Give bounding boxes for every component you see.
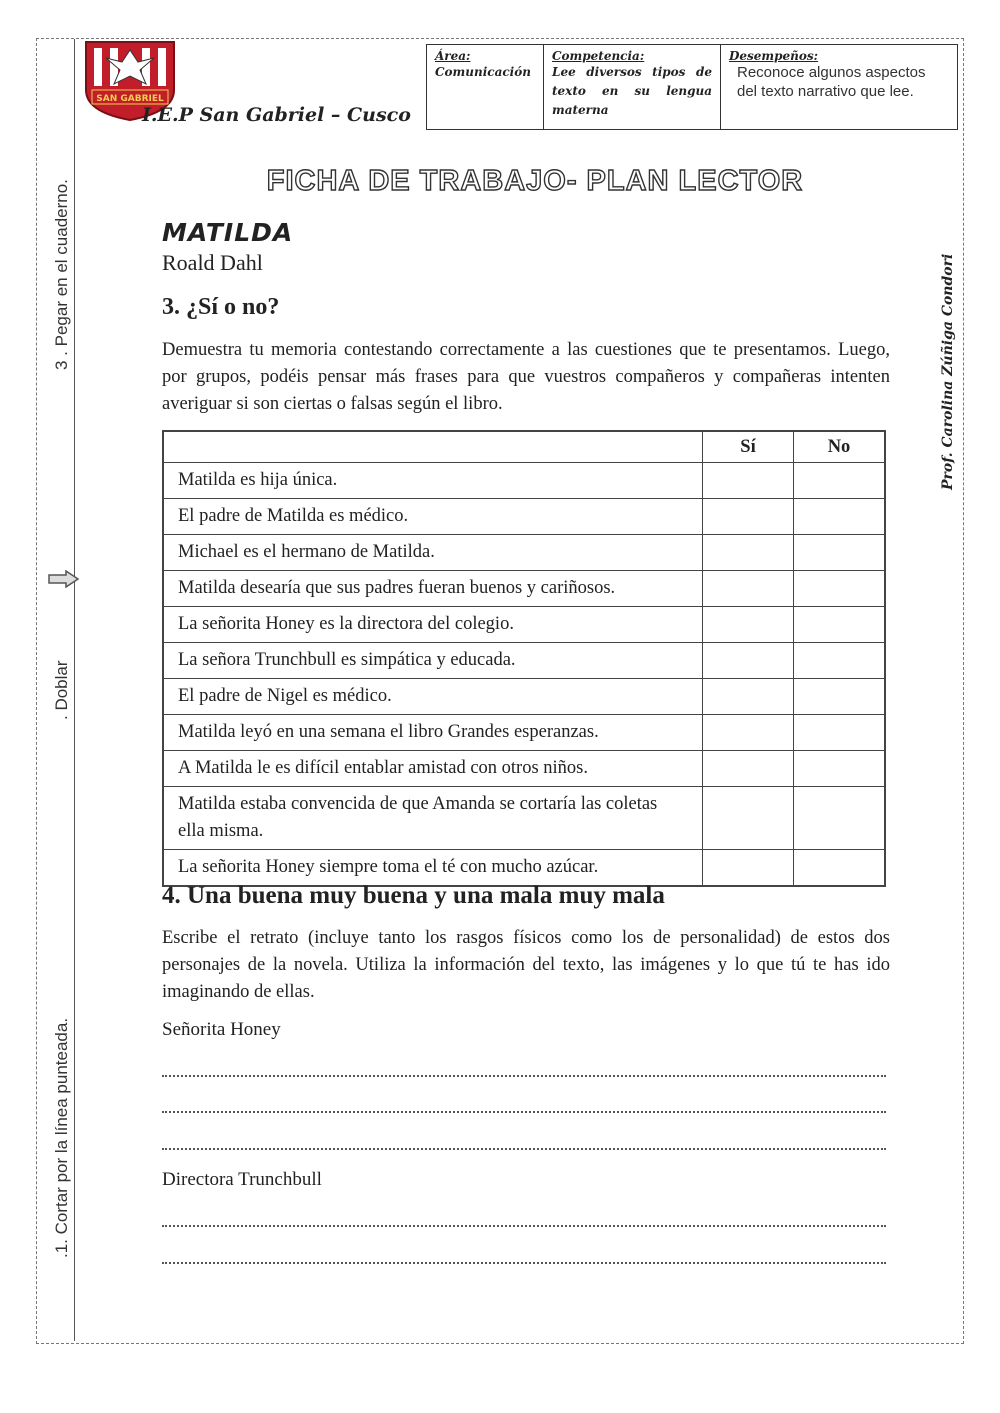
statement: Matilda estaba convencida de que Amanda se cortaría las coletas ella misma. <box>163 787 703 850</box>
table-row <box>163 463 885 499</box>
yes-answer-cell[interactable] <box>703 643 794 679</box>
character-label-trunchbull: Directora Trunchbull <box>162 1169 322 1190</box>
table-row <box>163 535 885 571</box>
competencia-value: Lee diversos tipos de texto en su lengua materna <box>552 65 712 117</box>
statement: Michael es el hermano de Matilda. <box>163 535 703 571</box>
section3-instructions: Demuestra tu memoria contestando correctamente a las cuestiones que te presentamos. Luego, por grupos, podéis pensar más frases para que vuestros compañeros y compañeras intenten averiguar si son ciertas o falsas según el libro. <box>162 340 890 414</box>
statement: La señorita Honey siempre toma el té con mucho azúcar. <box>163 850 703 887</box>
teacher-name: Prof. Carolina Zúñiga Condori <box>940 253 956 490</box>
table-row <box>163 607 885 643</box>
statement: Matilda leyó en una semana el libro Grandes esperanzas. <box>163 715 703 751</box>
statement: El padre de Matilda es médico. <box>163 499 703 535</box>
yes-answer-cell[interactable] <box>703 751 794 787</box>
writing-line[interactable] <box>162 1075 886 1077</box>
yes-answer-cell[interactable] <box>703 571 794 607</box>
competencia-cell <box>544 45 721 130</box>
book-title: MATILDA <box>162 218 294 247</box>
statement: A Matilda le es difícil entablar amistad con otros niños. <box>163 751 703 787</box>
desempenos-cell <box>721 45 958 130</box>
no-answer-cell[interactable] <box>794 679 886 715</box>
sheet-title: FICHA DE TRABAJO- PLAN LECTOR <box>266 165 804 197</box>
writing-line[interactable] <box>162 1262 886 1264</box>
no-answer-cell[interactable] <box>794 463 886 499</box>
area-label: Área: <box>435 49 471 63</box>
table-row <box>163 787 885 850</box>
statement: La señora Trunchbull es simpática y educada. <box>163 643 703 679</box>
statement: Matilda es hija única. <box>163 463 703 499</box>
no-answer-cell[interactable] <box>794 715 886 751</box>
yes-answer-cell[interactable] <box>703 715 794 751</box>
no-answer-cell[interactable] <box>794 571 886 607</box>
yes-answer-cell[interactable] <box>703 787 794 850</box>
curriculum-header-table <box>426 44 958 130</box>
section4-heading: 4. Una buena muy buena y una mala muy mala <box>162 882 665 909</box>
statement: El padre de Nigel es médico. <box>163 679 703 715</box>
yes-answer-cell[interactable] <box>703 535 794 571</box>
writing-line[interactable] <box>162 1225 886 1227</box>
table-row <box>163 715 885 751</box>
svg-text:SAN GABRIEL: SAN GABRIEL <box>96 94 164 104</box>
section3-heading: 3. ¿Sí o no? <box>162 294 280 320</box>
no-answer-cell[interactable] <box>794 850 886 887</box>
no-answer-cell[interactable] <box>794 751 886 787</box>
no-answer-cell[interactable] <box>794 535 886 571</box>
no-answer-cell[interactable] <box>794 499 886 535</box>
no-answer-cell[interactable] <box>794 787 886 850</box>
statement-header <box>163 431 703 463</box>
no-answer-cell[interactable] <box>794 607 886 643</box>
section4-instructions: Escribe el retrato (incluye tanto los rasgos físicos como los de personalidad) de estos dos personajes de la novela. Utiliza la información del texto, las imágenes y lo que tú te has ido imaginando de ellas. <box>162 928 890 1002</box>
table-row <box>163 850 885 887</box>
character-label-honey: Señorita Honey <box>162 1019 281 1040</box>
school-name: I.E.P San Gabriel – Cusco <box>142 104 411 126</box>
area-value: Comunicación <box>435 65 531 79</box>
no-column-header: No <box>794 431 886 463</box>
desempenos-value: Reconoce algunos aspectos del texto narrativo que lee. <box>737 64 926 100</box>
table-header-row <box>163 431 885 463</box>
table-row <box>163 571 885 607</box>
margin-text-cortar: .1. Cortar por la línea punteada. <box>52 1017 71 1258</box>
table-row <box>163 499 885 535</box>
yes-answer-cell[interactable] <box>703 463 794 499</box>
statement: Matilda desearía que sus padres fueran buenos y cariñosos. <box>163 571 703 607</box>
yes-answer-cell[interactable] <box>703 850 794 887</box>
margin-text-pegar: 3 . Pegar en el cuaderno. <box>52 179 71 370</box>
writing-line[interactable] <box>162 1148 886 1150</box>
writing-line[interactable] <box>162 1111 886 1113</box>
table-row <box>163 751 885 787</box>
yes-answer-cell[interactable] <box>703 679 794 715</box>
yes-answer-cell[interactable] <box>703 607 794 643</box>
statement: La señorita Honey es la directora del colegio. <box>163 607 703 643</box>
competencia-label: Competencia: <box>552 49 645 63</box>
fold-arrow-icon <box>48 570 80 588</box>
yes-column-header: Sí <box>703 431 794 463</box>
table-row <box>163 643 885 679</box>
yes-no-table <box>162 430 886 887</box>
book-author: Roald Dahl <box>162 250 263 275</box>
yes-answer-cell[interactable] <box>703 499 794 535</box>
margin-text-doblar: . Doblar <box>52 660 71 720</box>
area-cell <box>427 45 544 130</box>
desempenos-label: Desempeños: <box>729 49 819 63</box>
no-answer-cell[interactable] <box>794 643 886 679</box>
table-row <box>163 679 885 715</box>
